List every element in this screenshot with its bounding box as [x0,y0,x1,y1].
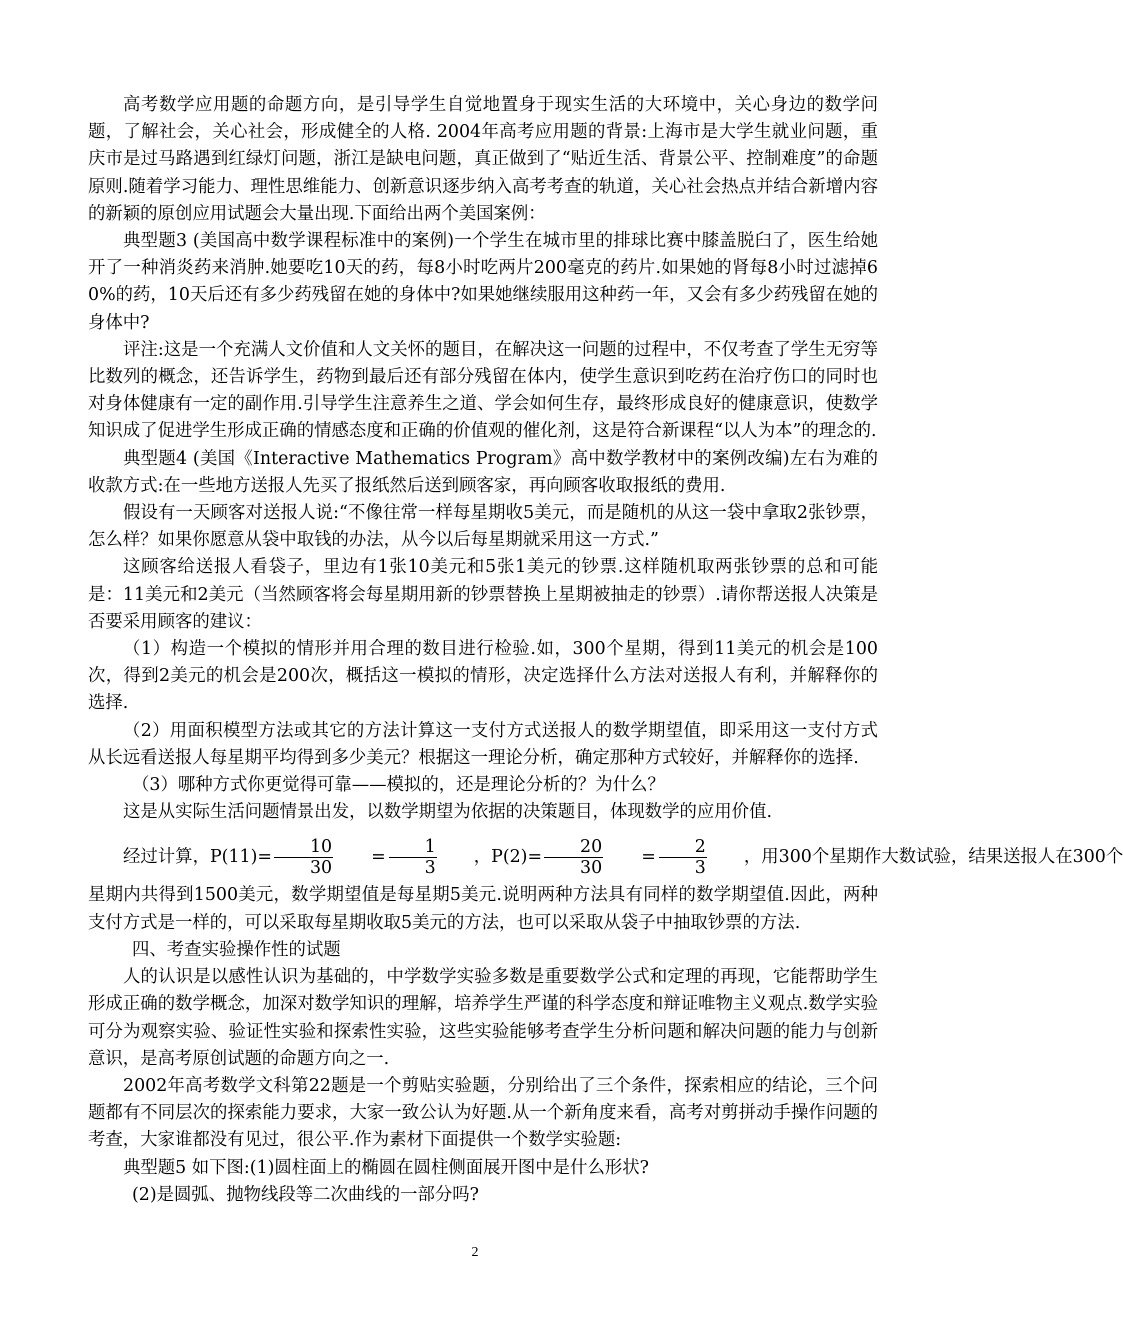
paragraph-example-4: 典型题4 (美国《Interactive Mathematics Program》高中数学教材中的案例改编)左右为难的收款方式:在一些地方送报人先买了报纸然后送到顾客家，再向顾客收取报纸的费用. [88,448,878,496]
fraction-denominator: 30 [309,857,333,878]
fraction-denominator: 30 [580,857,603,878]
paragraph-customer-offer: 假设有一天顾客对送报人说:“不像往常一样每星期收5美元，而是随机的从这一袋中拿取2张钞票，怎么样？如果你愿意从袋中取钱的办法，从今以后每星期就采用这一方式.” [88,503,878,551]
formula-tail-text: ，用300个星期作大数试验，结果送报人在300个 [743,846,1123,867]
paragraph-experiments: 人的认识是以感性认识为基础的，中学数学实验多数是重要数学公式和定理的再现，它能帮助学生形成正确的数学概念，加深对数学知识的理解，培养学生严谨的科学态度和辩证唯物主义观点.数学实验可分为观察实验、验证性实验和探索性实验，这些实验能够考查学生分析问题和解决问题的能力与创新意识，是高考原创试题的命题方向之一. [88,967,878,1069]
paragraph-decision-note: 这是从实际生活问题情景出发，以数学期望为依据的决策题目，体现数学的应用价值. [123,802,772,823]
paragraph-commentary: 评注:这是一个充满人文价值和人文关怀的题目，在解决这一问题的过程中，不仅考查了学生无穷等比数列的概念，还告诉学生，药物到最后还有部分残留在体内，使学生意识到吃药在治疗伤口的同时也对身体健康有一定的副作用.引导学生注意养生之道、学会如何生存，最终形成良好的健康意识，使数学知识成了促进学生形成正确的情感态度和正确的价值观的催化剂，这是符合新课程“以人为本”的理念的. [88,339,878,442]
section-heading-4: 四、考查实验操作性的试题 [132,939,341,960]
paragraph-question-3: （3）哪种方式你更觉得可靠——模拟的，还是理论分析的？为什么？ [132,775,665,796]
paragraph-question-1: （1）构造一个模拟的情形并用合理的数目进行检验.如，300个星期，得到11美元的机会是100次，得到2美元的机会是200次，概括这一模拟的情形，决定选择什么方法对送报人有利，并解释你的选择. [88,639,878,714]
fraction-1-over-3 [389,837,437,878]
fraction-numerator: 20 [544,837,603,858]
probability-formula-line [88,832,1123,882]
paragraph-example-5: 典型题5 如下图:(1)圆柱面上的椭圆在圆柱侧面展开图中是什么形状? [123,1157,649,1178]
paragraph-bag-contents: 这顾客给送报人看袋子，里边有1张10美元和5张1美元的钞票.这样随机取两张钞票的总和可能是：11美元和2美元（当然顾客将会每星期用新的钞票替换上星期被抽走的钞票）.请你帮送报人决策是否要采用顾客的建议： [88,557,878,632]
fraction-numerator: 1 [389,837,437,858]
formula-mid-text: ，P(2)= [473,846,543,867]
fraction-10-over-30 [274,837,333,878]
equals-sign: = [641,846,656,867]
paragraph-2002-exam: 2002年高考数学文科第22题是一个剪贴实验题，分别给出了三个条件，探索相应的结论，三个问题都有不同层次的探索能力要求，大家一致公认为好题.从一个新角度来看，高考对剪拼动手操作问题的考查，大家谁都没有见过，很公平.作为素材下面提供一个数学实验题: [88,1075,878,1151]
paragraph-example-3: 典型题3 (美国高中数学课程标准中的案例)一个学生在城市里的排球比赛中膝盖脱臼了，医生给她开了一种消炎药来消肿.她要吃10天的药，每8小时吃两片200毫克的药片.如果她的肾每8小时过滤掉60%的药，10天后还有多少药残留在她的身体中?如果她继续服用这种药一年，又会有多少药残留在她的身体中? [88,231,878,333]
document-body [88,92,1123,1209]
fraction-20-over-30 [544,837,603,878]
fraction-numerator: 2 [659,837,707,858]
fraction-numerator: 10 [274,837,333,858]
paragraph-expectation-result: 星期内共得到1500美元，数学期望值是每星期5美元.说明两种方法具有同样的数学期望值.因此，两种支付方式是一样的，可以采取每星期收取5美元的方法，也可以采取从袋子中抽取钞票的方法. [88,885,878,933]
page-number: 2 [471,1245,479,1260]
equals-sign: = [371,846,386,867]
fraction-denominator: 3 [424,857,436,878]
fraction-denominator: 3 [694,857,706,878]
formula-lead-text: 经过计算，P(11)= [123,846,272,867]
paragraph-intro: 高考数学应用题的命题方向，是引导学生自觉地置身于现实生活的大环境中，关心身边的数学问题，了解社会，关心社会，形成健全的人格. 2004年高考应用题的背景:上海市是大学生就业问题，重庆市是过马路遇到红绿灯问题，浙江是缺电问题，真正做到了“贴近生活、背景公平、控制难度”的命题原则.随着学习能力、理性思维能力、创新意识逐步纳入高考考查的轨道，关心社会热点并结合新增内容的新颖的原创应用试题会大量出现.下面给出两个美国案例： [88,95,878,224]
paragraph-question-2: （2）用面积模型方法或其它的方法计算这一支付方式送报人的数学期望值，即采用这一支付方式从长远看送报人每星期平均得到多少美元？根据这一理论分析，确定那种方式较好，并解释你的选择. [88,720,878,768]
paragraph-example-5-part-2: (2)是圆弧、抛物线段等二次曲线的一部分吗? [132,1184,479,1205]
fraction-2-over-3 [659,837,707,878]
